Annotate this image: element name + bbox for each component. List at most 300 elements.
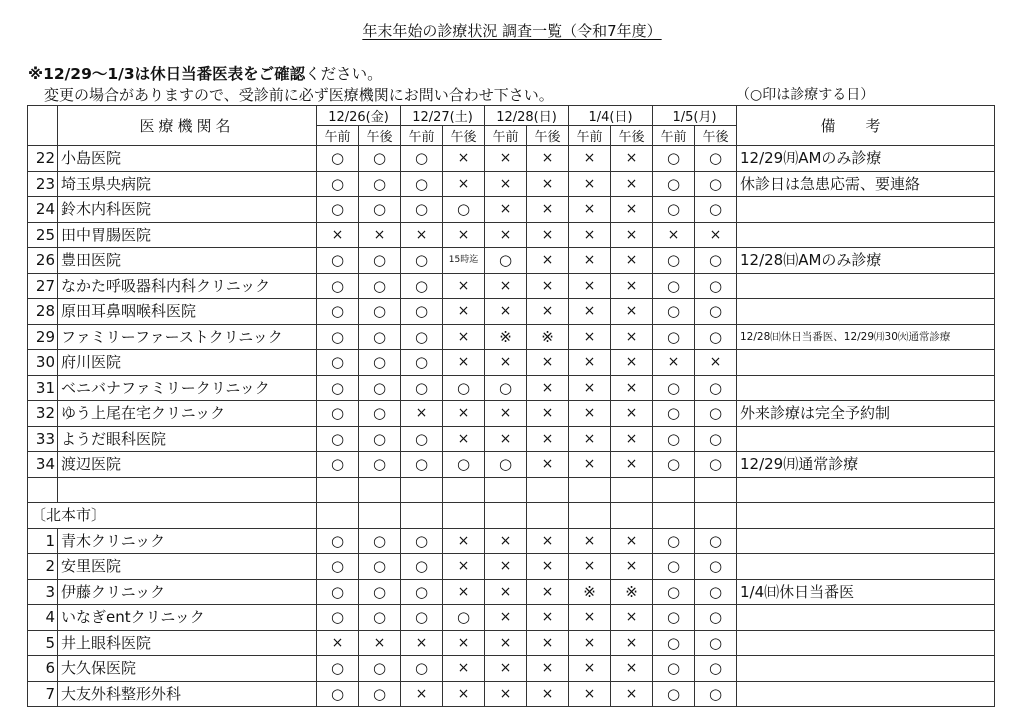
availability-mark: ○: [317, 452, 359, 478]
availability-mark: ×: [569, 656, 611, 682]
availability-mark: ○: [401, 554, 443, 580]
availability-mark: ○: [317, 401, 359, 427]
availability-mark: ×: [485, 401, 527, 427]
table-row: [28, 324, 995, 350]
clinic-name: 青木クリニック: [58, 528, 317, 554]
availability-mark: ×: [359, 222, 401, 248]
table-row: [28, 375, 995, 401]
availability-mark: ○: [695, 605, 737, 631]
availability-mark: ×: [611, 197, 653, 223]
clinic-name: 埼玉県央病院: [58, 171, 317, 197]
table-row: [28, 146, 995, 172]
clinic-note: 12/28㈰AMのみ診療: [737, 248, 995, 274]
availability-mark: ○: [359, 197, 401, 223]
availability-mark: ○: [695, 171, 737, 197]
availability-mark: ×: [527, 248, 569, 274]
clinic-number: 6: [28, 656, 58, 682]
availability-mark: ○: [653, 579, 695, 605]
availability-mark: ※: [527, 324, 569, 350]
empty-cell: [695, 503, 737, 529]
empty-cell: [611, 503, 653, 529]
availability-mark: ×: [611, 324, 653, 350]
clinic-number: 29: [28, 324, 58, 350]
clinic-number: 33: [28, 426, 58, 452]
availability-mark: ×: [527, 426, 569, 452]
availability-mark: ○: [695, 146, 737, 172]
clinic-name: 大友外科整形外科: [58, 681, 317, 707]
table-row: [28, 350, 995, 376]
availability-mark: ○: [359, 528, 401, 554]
availability-mark: ×: [611, 273, 653, 299]
availability-mark: ○: [359, 299, 401, 325]
header-note: 備考: [737, 106, 995, 146]
availability-mark: ×: [527, 630, 569, 656]
clinic-number: 2: [28, 554, 58, 580]
availability-mark: ○: [653, 324, 695, 350]
availability-mark: ×: [485, 197, 527, 223]
availability-mark: ×: [569, 273, 611, 299]
availability-mark: ○: [317, 197, 359, 223]
clinic-schedule-table: [27, 105, 995, 707]
availability-mark: ○: [317, 273, 359, 299]
clinic-name: 渡辺医院: [58, 452, 317, 478]
clinic-number: 28: [28, 299, 58, 325]
availability-mark: ×: [569, 299, 611, 325]
availability-mark: ×: [317, 222, 359, 248]
availability-mark: ×: [485, 630, 527, 656]
legend: （○印は診療する日）: [736, 87, 875, 103]
availability-mark: ×: [569, 452, 611, 478]
availability-mark: ○: [695, 630, 737, 656]
availability-mark: ○: [359, 146, 401, 172]
table-row: [28, 171, 995, 197]
availability-mark: ※: [569, 579, 611, 605]
availability-mark: ×: [443, 171, 485, 197]
availability-mark: ○: [695, 299, 737, 325]
availability-mark: ○: [653, 299, 695, 325]
subnote: 変更の場合がありますので、受診前に必ず医療機関にお問い合わせ下さい。: [44, 86, 554, 104]
availability-mark: ※: [485, 324, 527, 350]
clinic-note: [737, 630, 995, 656]
availability-mark: ○: [359, 656, 401, 682]
header-am: 午前: [401, 126, 443, 146]
availability-mark: ○: [317, 554, 359, 580]
availability-mark: ×: [569, 324, 611, 350]
availability-mark: ×: [443, 528, 485, 554]
availability-mark: ×: [443, 273, 485, 299]
clinic-note: [737, 528, 995, 554]
availability-mark: ×: [443, 630, 485, 656]
availability-mark: ×: [527, 273, 569, 299]
header-date: 12/28(日): [485, 106, 569, 126]
clinic-name: 府川医院: [58, 350, 317, 376]
clinic-note: [737, 197, 995, 223]
clinic-number: 27: [28, 273, 58, 299]
notice-bold: ※12/29～1/3は休日当番医表をご確認: [28, 65, 306, 83]
availability-mark: ×: [443, 681, 485, 707]
availability-mark: ×: [527, 171, 569, 197]
availability-mark: ×: [653, 350, 695, 376]
availability-mark: ×: [611, 171, 653, 197]
availability-mark: ○: [317, 350, 359, 376]
availability-mark: ○: [653, 375, 695, 401]
availability-mark: ○: [317, 528, 359, 554]
availability-mark: ×: [611, 656, 653, 682]
table-row: [28, 579, 995, 605]
availability-mark: ×: [569, 375, 611, 401]
blank-row: [28, 477, 995, 503]
availability-mark: ×: [485, 554, 527, 580]
availability-mark: ×: [569, 554, 611, 580]
availability-mark: ×: [611, 248, 653, 274]
availability-mark: ×: [485, 350, 527, 376]
empty-cell: [737, 477, 995, 503]
empty-cell: [569, 503, 611, 529]
clinic-number: 22: [28, 146, 58, 172]
header-pm: 午後: [359, 126, 401, 146]
header-date: 1/4(日): [569, 106, 653, 126]
availability-mark: ○: [401, 146, 443, 172]
availability-mark: ×: [527, 146, 569, 172]
availability-mark: ○: [317, 579, 359, 605]
availability-mark: ○: [401, 197, 443, 223]
clinic-number: 4: [28, 605, 58, 631]
availability-mark: ×: [569, 681, 611, 707]
clinic-note: [737, 681, 995, 707]
header-number: [28, 106, 58, 146]
table-row: [28, 299, 995, 325]
availability-mark: ○: [653, 605, 695, 631]
availability-mark: ○: [317, 146, 359, 172]
availability-mark: ○: [653, 146, 695, 172]
availability-mark: ○: [401, 248, 443, 274]
availability-mark: ×: [569, 222, 611, 248]
empty-cell: [401, 503, 443, 529]
availability-mark: ○: [695, 528, 737, 554]
availability-mark: ○: [653, 197, 695, 223]
availability-mark: ○: [359, 273, 401, 299]
clinic-note: [737, 656, 995, 682]
availability-mark: ×: [527, 299, 569, 325]
table-row: [28, 656, 995, 682]
title-text: 年末年始の診療状況 調査一覧（令和7年度）: [362, 22, 662, 40]
availability-mark: ×: [569, 630, 611, 656]
availability-mark: ○: [359, 605, 401, 631]
availability-mark: ○: [653, 401, 695, 427]
header-pm: 午後: [611, 126, 653, 146]
availability-mark: ×: [443, 401, 485, 427]
table-row: [28, 197, 995, 223]
availability-mark: ×: [485, 222, 527, 248]
availability-mark: ○: [359, 426, 401, 452]
availability-mark: ×: [611, 401, 653, 427]
availability-mark: ○: [401, 299, 443, 325]
availability-mark: ○: [359, 350, 401, 376]
availability-mark: ×: [569, 146, 611, 172]
clinic-number: 30: [28, 350, 58, 376]
availability-mark: ○: [695, 324, 737, 350]
table-row: [28, 630, 995, 656]
clinic-note: 外来診療は完全予約制: [737, 401, 995, 427]
availability-mark: ×: [527, 197, 569, 223]
availability-mark: ○: [443, 375, 485, 401]
availability-mark: ○: [401, 350, 443, 376]
empty-cell: [527, 477, 569, 503]
availability-mark: ○: [443, 452, 485, 478]
availability-mark: ○: [401, 579, 443, 605]
availability-mark: ×: [527, 452, 569, 478]
section-row: [28, 503, 995, 529]
availability-mark: ○: [359, 324, 401, 350]
availability-mark: ×: [527, 656, 569, 682]
empty-cell: [695, 477, 737, 503]
availability-mark: ○: [695, 579, 737, 605]
header-am: 午前: [317, 126, 359, 146]
availability-mark: ×: [485, 579, 527, 605]
availability-mark: ○: [653, 171, 695, 197]
availability-mark: ×: [485, 528, 527, 554]
availability-mark: ○: [695, 554, 737, 580]
clinic-number: 24: [28, 197, 58, 223]
table-row: [28, 605, 995, 631]
availability-mark: ×: [611, 630, 653, 656]
clinic-name: 小島医院: [58, 146, 317, 172]
availability-mark: ○: [401, 171, 443, 197]
availability-mark: ○: [695, 681, 737, 707]
availability-mark: ×: [485, 605, 527, 631]
clinic-note: [737, 554, 995, 580]
clinic-name: 安里医院: [58, 554, 317, 580]
availability-mark: ○: [401, 273, 443, 299]
availability-mark: ○: [653, 630, 695, 656]
availability-mark: ○: [317, 605, 359, 631]
clinic-number: 3: [28, 579, 58, 605]
availability-mark: ○: [695, 401, 737, 427]
availability-mark: ○: [359, 579, 401, 605]
availability-mark: ×: [317, 630, 359, 656]
availability-mark: ×: [443, 222, 485, 248]
header-date: 12/27(土): [401, 106, 485, 126]
empty-cell: [485, 477, 527, 503]
availability-mark: ○: [695, 248, 737, 274]
header-date: 12/26(金): [317, 106, 401, 126]
clinic-number: 26: [28, 248, 58, 274]
availability-mark: ○: [401, 426, 443, 452]
availability-mark: ○: [401, 656, 443, 682]
availability-mark: ×: [569, 171, 611, 197]
table-row: [28, 528, 995, 554]
clinic-note: [737, 350, 995, 376]
empty-cell: [653, 503, 695, 529]
availability-mark: ×: [611, 299, 653, 325]
availability-mark: ×: [611, 426, 653, 452]
clinic-number: 23: [28, 171, 58, 197]
empty-cell: [485, 503, 527, 529]
clinic-name: ようだ眼科医院: [58, 426, 317, 452]
availability-mark: ○: [485, 375, 527, 401]
empty-cell: [359, 477, 401, 503]
availability-mark: ○: [695, 273, 737, 299]
availability-mark: ×: [485, 273, 527, 299]
section-label: 〔北本市〕: [28, 503, 317, 529]
availability-mark: ×: [527, 605, 569, 631]
clinic-note: 1/4㈰休日当番医: [737, 579, 995, 605]
empty-cell: [359, 503, 401, 529]
availability-mark: ×: [611, 528, 653, 554]
availability-mark: ○: [359, 452, 401, 478]
availability-mark: ○: [359, 554, 401, 580]
availability-mark: ○: [359, 681, 401, 707]
clinic-number: 5: [28, 630, 58, 656]
clinic-note: [737, 273, 995, 299]
empty-cell: [58, 477, 317, 503]
availability-mark: ×: [527, 681, 569, 707]
clinic-number: 7: [28, 681, 58, 707]
availability-mark: ○: [653, 681, 695, 707]
table-row: [28, 426, 995, 452]
availability-mark: ○: [317, 324, 359, 350]
availability-mark: ○: [695, 656, 737, 682]
availability-mark: ○: [359, 401, 401, 427]
availability-mark: ×: [443, 324, 485, 350]
clinic-note: [737, 299, 995, 325]
availability-mark: ○: [317, 248, 359, 274]
empty-cell: [443, 503, 485, 529]
clinic-number: 34: [28, 452, 58, 478]
availability-mark: ×: [611, 554, 653, 580]
clinic-name: 大久保医院: [58, 656, 317, 682]
availability-mark: ○: [359, 375, 401, 401]
table-row: [28, 222, 995, 248]
header-name: 医療機関名: [58, 106, 317, 146]
availability-mark: 15時迄: [443, 248, 485, 274]
availability-mark: ×: [569, 401, 611, 427]
clinic-name: ファミリーファーストクリニック: [58, 324, 317, 350]
empty-cell: [317, 503, 359, 529]
availability-mark: ○: [653, 426, 695, 452]
table-row: [28, 452, 995, 478]
availability-mark: ×: [443, 426, 485, 452]
header-date: 1/5(月): [653, 106, 737, 126]
availability-mark: ○: [695, 197, 737, 223]
clinic-number: 32: [28, 401, 58, 427]
clinic-name: なかた呼吸器科内科クリニック: [58, 273, 317, 299]
availability-mark: ○: [359, 171, 401, 197]
notice-rest: ください。: [305, 65, 383, 83]
availability-mark: ○: [485, 452, 527, 478]
clinic-note: 12/28㈰休日当番医、12/29㈪30㈫通常診療: [737, 324, 995, 350]
clinic-name: 井上眼科医院: [58, 630, 317, 656]
availability-mark: ×: [359, 630, 401, 656]
availability-mark: ×: [485, 426, 527, 452]
availability-mark: ×: [527, 528, 569, 554]
empty-cell: [401, 477, 443, 503]
empty-cell: [569, 477, 611, 503]
clinic-name: いなぎentクリニック: [58, 605, 317, 631]
table-row: [28, 401, 995, 427]
empty-cell: [737, 503, 995, 529]
availability-mark: ○: [653, 528, 695, 554]
clinic-name: 豊田医院: [58, 248, 317, 274]
availability-mark: ×: [695, 350, 737, 376]
availability-mark: ×: [611, 146, 653, 172]
availability-mark: ○: [317, 299, 359, 325]
availability-mark: ×: [569, 528, 611, 554]
availability-mark: ×: [401, 401, 443, 427]
empty-cell: [527, 503, 569, 529]
availability-mark: ×: [569, 426, 611, 452]
availability-mark: ×: [695, 222, 737, 248]
availability-mark: ×: [611, 222, 653, 248]
table-row: [28, 273, 995, 299]
clinic-name: ベニバナファミリークリニック: [58, 375, 317, 401]
availability-mark: ○: [653, 273, 695, 299]
availability-mark: ×: [569, 350, 611, 376]
availability-mark: ○: [695, 452, 737, 478]
availability-mark: ×: [443, 656, 485, 682]
availability-mark: ×: [569, 605, 611, 631]
empty-cell: [653, 477, 695, 503]
availability-mark: ○: [317, 656, 359, 682]
clinic-name: ゆう上尾在宅クリニック: [58, 401, 317, 427]
availability-mark: ○: [317, 375, 359, 401]
header-am: 午前: [569, 126, 611, 146]
availability-mark: ○: [359, 248, 401, 274]
clinic-number: 1: [28, 528, 58, 554]
availability-mark: ×: [653, 222, 695, 248]
availability-mark: ○: [401, 324, 443, 350]
availability-mark: ×: [527, 222, 569, 248]
availability-mark: ×: [527, 375, 569, 401]
availability-mark: ×: [611, 605, 653, 631]
empty-cell: [28, 477, 58, 503]
clinic-number: 31: [28, 375, 58, 401]
availability-mark: ×: [611, 375, 653, 401]
availability-mark: ×: [485, 146, 527, 172]
availability-mark: ○: [443, 605, 485, 631]
availability-mark: ○: [401, 375, 443, 401]
availability-mark: ×: [611, 350, 653, 376]
availability-mark: ×: [443, 299, 485, 325]
clinic-note: [737, 222, 995, 248]
clinic-note: [737, 375, 995, 401]
clinic-name: 原田耳鼻咽喉科医院: [58, 299, 317, 325]
clinic-note: [737, 605, 995, 631]
availability-mark: ○: [653, 248, 695, 274]
clinic-name: 伊藤クリニック: [58, 579, 317, 605]
availability-mark: ×: [527, 401, 569, 427]
availability-mark: ×: [527, 579, 569, 605]
header-pm: 午後: [527, 126, 569, 146]
table-row: [28, 248, 995, 274]
availability-mark: ×: [401, 630, 443, 656]
header-pm: 午後: [443, 126, 485, 146]
availability-mark: ○: [695, 375, 737, 401]
header-am: 午前: [653, 126, 695, 146]
availability-mark: ○: [317, 681, 359, 707]
availability-mark: ×: [443, 579, 485, 605]
empty-cell: [317, 477, 359, 503]
availability-mark: ×: [485, 299, 527, 325]
clinic-name: 田中胃腸医院: [58, 222, 317, 248]
availability-mark: ×: [443, 554, 485, 580]
availability-mark: ○: [401, 452, 443, 478]
availability-mark: ×: [527, 554, 569, 580]
clinic-name: 鈴木内科医院: [58, 197, 317, 223]
table-row: [28, 681, 995, 707]
availability-mark: ×: [611, 452, 653, 478]
clinic-note: 12/29㈪通常診療: [737, 452, 995, 478]
